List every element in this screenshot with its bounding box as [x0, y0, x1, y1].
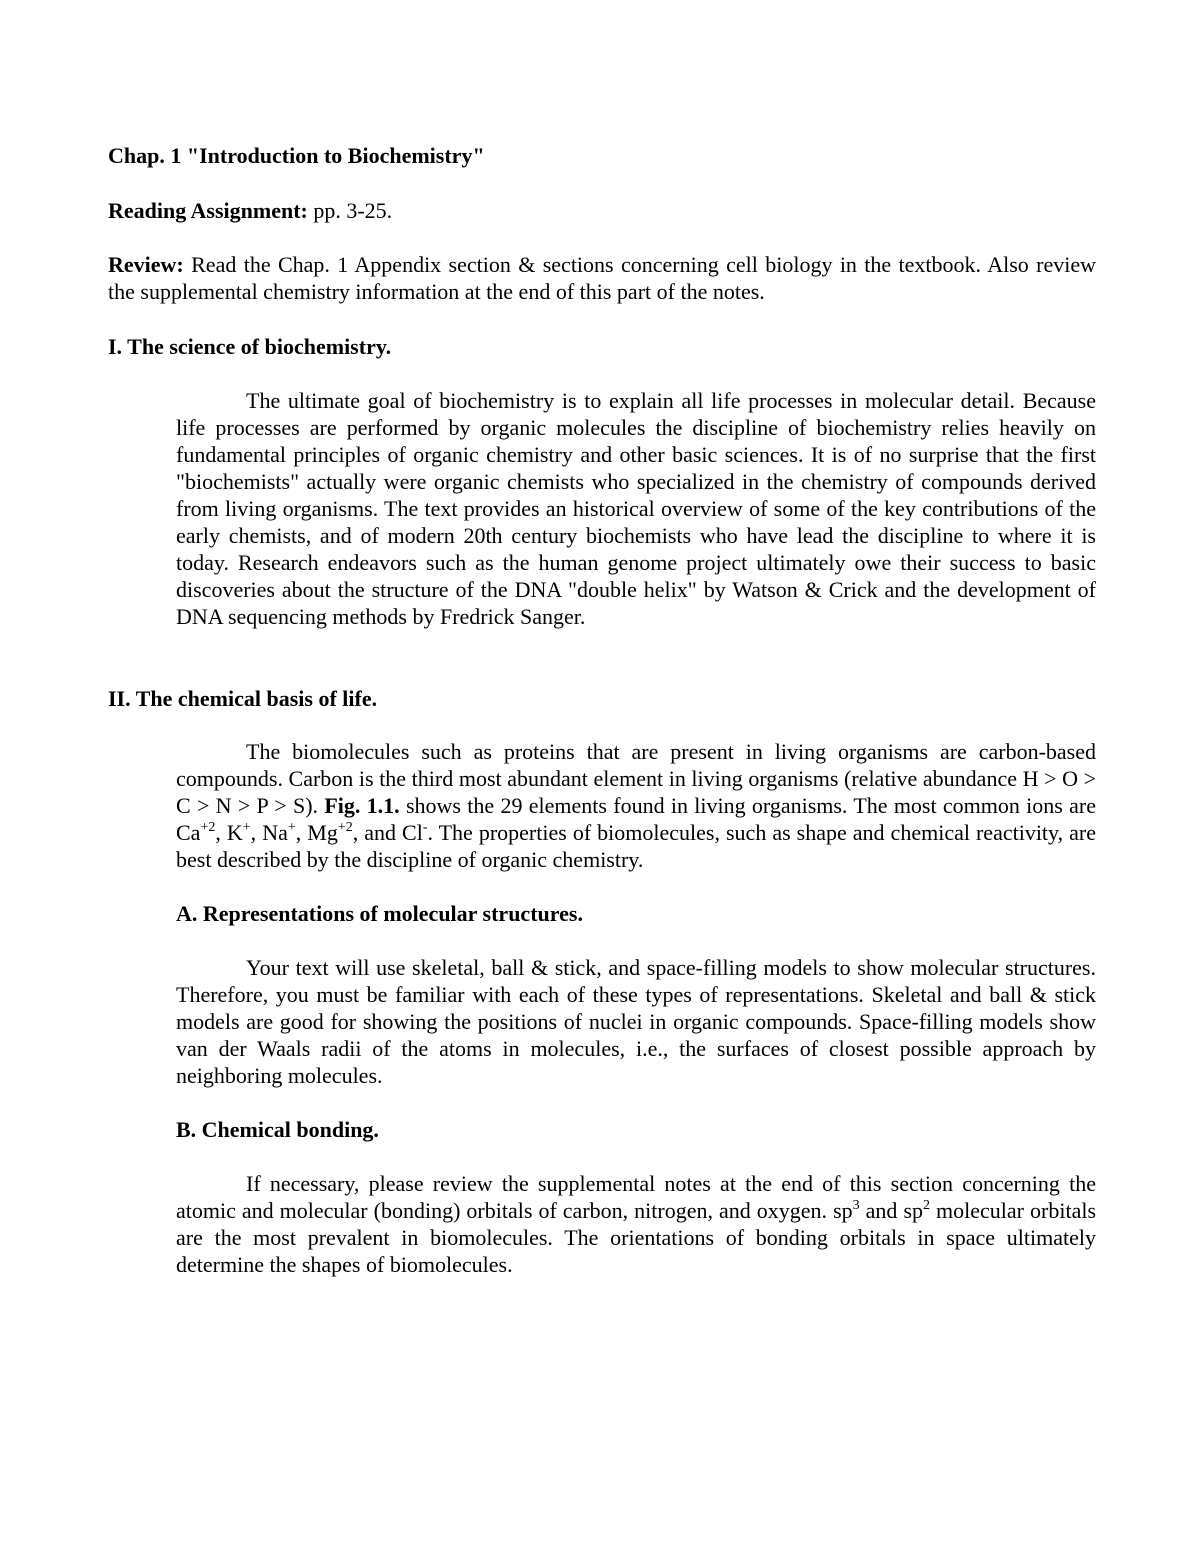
review-note [108, 251, 1096, 305]
sp3-superscript: 3 [852, 1198, 860, 1213]
sp2-superscript: 2 [923, 1198, 931, 1213]
chloride-charge: - [422, 820, 428, 835]
reading-value: pp. 3-25. [313, 198, 393, 223]
section-1-paragraph: The ultimate goal of biochemistry is to explain all life processes in molecular detail. Because life processes are performed by organic molecules the discipline of biochemistry relies heavily on fundamental principles of organic chemistry and other basic sciences. It is of no surprise that the first "biochemists" actually were organic chemists who specialized in the chemistry of compounds derived from living organisms. The text provides an historical overview of some of the key contributions of the early chemists, and of modern 20th century biochemists who have lead the discipline to where it is today. Research endeavors such as the human genome project ultimately owe their success to basic discoveries about the structure of the DNA "double helix" by Watson & Crick and the development of DNA sequencing methods by Fredrick Sanger. [176, 388, 1096, 629]
section-b-paragraph: If necessary, please review the supplemental notes at the end of this section concerning the atomic and molecular (bonding) orbitals of carbon, nitrogen, and oxygen. $sp^3$ and $sp^2$ molecular orbitals are the most prevalent in biomolecules. The orientations of bonding orbitals in space ultimately determine the shapes of biomolecules. [176, 1171, 1097, 1277]
sodium-charge: + [287, 820, 296, 835]
figure-reference: Fig. 1.1. [324, 793, 400, 818]
section-a-heading: A. Representations of molecular structures. [176, 901, 583, 926]
reading-assignment [108, 197, 1096, 224]
magnesium-charge: +2 [337, 820, 353, 835]
reading-label: Reading Assignment: [108, 198, 308, 223]
review-label: Review: [108, 252, 184, 277]
review-text: Read the Chap. 1 Appendix section & sections concerning cell biology in the textbook. Also review the supplemental chemistry information at the end of this part of the notes. [108, 252, 1096, 304]
potassium-charge: + [242, 820, 251, 835]
section-a-paragraph: Your text will use skeletal, ball & stick, and space-filling models to show molecular structures. Therefore, you must be familiar with each of these types of representations. Skeletal and ball & stick models are good for showing the positions of nuclei in organic compounds. Space-filling models show van der Waals radii of the atoms in molecules, i.e., the surfaces of closest possible approach by neighboring molecules. [176, 955, 1096, 1088]
chapter-title: Chap. 1 "Introduction to Biochemistry" [108, 143, 485, 168]
section-1-heading: I. The science of biochemistry. [108, 334, 392, 359]
section-b-heading: B. Chemical bonding. [176, 1117, 379, 1142]
section-2-heading: II. The chemical basis of life. [108, 686, 378, 711]
calcium-charge: +2 [200, 820, 216, 835]
section-2-paragraph: The biomolecules such as proteins that are present in living organisms are carbon-based compounds. Carbon is the third most abundant element in living organisms (relative abundance H > O > C > N > P > S). Fig. 1.1. shows the 29 elements found in living organisms. The most common ions are $Ca^{+2}$, K+, Na+, $Mg^{+2}$, and Cl-. The properties of biomolecules, such as shape and chemical reactivity, are best described by the discipline of organic chemistry. [176, 739, 1097, 872]
